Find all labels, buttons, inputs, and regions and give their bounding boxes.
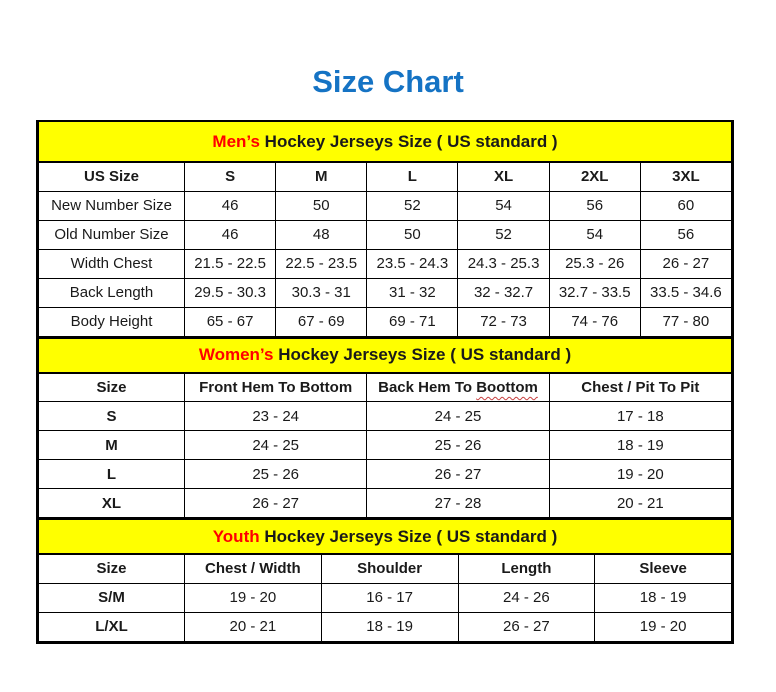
- table-row: [39, 489, 732, 518]
- cell: 56: [549, 191, 640, 220]
- column-header: US Size: [39, 162, 185, 191]
- cell: 18 - 19: [321, 612, 458, 641]
- womens-size-table: [38, 337, 732, 519]
- row-label: Body Height: [39, 307, 185, 336]
- column-header: L: [367, 162, 458, 191]
- table-row: [39, 249, 732, 278]
- cell: 32.7 - 33.5: [549, 278, 640, 307]
- row-label: Back Length: [39, 278, 185, 307]
- cell: 72 - 73: [458, 307, 549, 336]
- cell: 46: [185, 220, 276, 249]
- womens-section-title-highlight: Women’s: [198, 345, 274, 364]
- column-header: Length: [458, 554, 595, 583]
- cell: 19 - 20: [185, 583, 322, 612]
- table-row: [39, 402, 732, 431]
- column-header-text: Back Hem To: [378, 378, 477, 396]
- page-title: Size Chart: [312, 64, 464, 99]
- cell: 69 - 71: [367, 307, 458, 336]
- column-header: XL: [458, 162, 549, 191]
- column-header: Shoulder: [321, 554, 458, 583]
- cell: 46: [185, 191, 276, 220]
- cell: 25 - 26: [367, 431, 549, 460]
- column-header-misspelled: [367, 373, 549, 402]
- column-header: Front Hem To Bottom: [185, 373, 367, 402]
- cell: 26 - 27: [640, 249, 731, 278]
- cell: 48: [276, 220, 367, 249]
- cell: 65 - 67: [185, 307, 276, 336]
- cell: 20 - 21: [549, 489, 731, 518]
- cell: 26 - 27: [185, 489, 367, 518]
- cell: 19 - 20: [595, 612, 732, 641]
- mens-section-title: [39, 122, 732, 162]
- row-label: Old Number Size: [39, 220, 185, 249]
- cell: 54: [458, 191, 549, 220]
- column-header: Chest / Pit To Pit: [549, 373, 731, 402]
- youth-section-title: [39, 519, 732, 554]
- row-label: L/XL: [39, 612, 185, 641]
- spellcheck-underlined-word: Boottom: [476, 378, 538, 396]
- cell: 74 - 76: [549, 307, 640, 336]
- column-header: 2XL: [549, 162, 640, 191]
- cell: 54: [549, 220, 640, 249]
- cell: 18 - 19: [595, 583, 732, 612]
- cell: 60: [640, 191, 731, 220]
- womens-column-header-row: [39, 373, 732, 402]
- cell: 18 - 19: [549, 431, 731, 460]
- youth-size-table: [38, 518, 732, 642]
- cell: 24 - 25: [185, 431, 367, 460]
- row-label: M: [39, 431, 185, 460]
- youth-section-title-highlight: Youth: [212, 526, 260, 546]
- womens-section-header-row: [39, 338, 732, 373]
- cell: 24 - 26: [458, 583, 595, 612]
- cell: 50: [367, 220, 458, 249]
- column-header: Sleeve: [595, 554, 732, 583]
- youth-section-title-rest: Hockey Jerseys Size ( US standard ): [259, 526, 558, 546]
- row-label: New Number Size: [39, 191, 185, 220]
- row-label: L: [39, 460, 185, 489]
- cell: 30.3 - 31: [276, 278, 367, 307]
- mens-section-title-highlight: Men’s: [212, 131, 260, 151]
- mens-section-title-rest: Hockey Jerseys Size ( US standard ): [259, 131, 558, 151]
- table-row: [39, 583, 732, 612]
- size-chart-tables: [36, 120, 734, 644]
- cell: 21.5 - 22.5: [185, 249, 276, 278]
- cell: 50: [276, 191, 367, 220]
- cell: 52: [458, 220, 549, 249]
- cell: 26 - 27: [458, 612, 595, 641]
- cell: 16 - 17: [321, 583, 458, 612]
- table-row: [39, 191, 732, 220]
- youth-section-header-row: [39, 519, 732, 554]
- row-label: S/M: [39, 583, 185, 612]
- cell: 33.5 - 34.6: [640, 278, 731, 307]
- womens-section-title-rest: Hockey Jerseys Size ( US standard ): [273, 345, 572, 364]
- cell: 32 - 32.7: [458, 278, 549, 307]
- cell: 67 - 69: [276, 307, 367, 336]
- cell: 26 - 27: [367, 460, 549, 489]
- cell: 29.5 - 30.3: [185, 278, 276, 307]
- row-label: S: [39, 402, 185, 431]
- mens-section-header-row: [39, 122, 732, 162]
- mens-size-table: [38, 122, 732, 337]
- table-row: [39, 460, 732, 489]
- cell: 77 - 80: [640, 307, 731, 336]
- cell: 27 - 28: [367, 489, 549, 518]
- table-row: [39, 307, 732, 336]
- youth-column-header-row: [39, 554, 732, 583]
- cell: 24.3 - 25.3: [458, 249, 549, 278]
- cell: 23.5 - 24.3: [367, 249, 458, 278]
- cell: 52: [367, 191, 458, 220]
- table-row: [39, 220, 732, 249]
- cell: 25 - 26: [185, 460, 367, 489]
- column-header: Chest / Width: [185, 554, 322, 583]
- column-header: 3XL: [640, 162, 731, 191]
- cell: 20 - 21: [185, 612, 322, 641]
- cell: 23 - 24: [185, 402, 367, 431]
- cell: 25.3 - 26: [549, 249, 640, 278]
- row-label: XL: [39, 489, 185, 518]
- cell: 31 - 32: [367, 278, 458, 307]
- table-row: [39, 278, 732, 307]
- row-label: Width Chest: [39, 249, 185, 278]
- cell: 24 - 25: [367, 402, 549, 431]
- column-header: S: [185, 162, 276, 191]
- cell: 19 - 20: [549, 460, 731, 489]
- column-header: Size: [39, 373, 185, 402]
- cell: 17 - 18: [549, 402, 731, 431]
- womens-section-title: [39, 338, 732, 373]
- table-row: [39, 612, 732, 641]
- cell: 22.5 - 23.5: [276, 249, 367, 278]
- table-row: [39, 431, 732, 460]
- cell: 56: [640, 220, 731, 249]
- column-header: M: [276, 162, 367, 191]
- column-header: Size: [39, 554, 185, 583]
- mens-column-header-row: [39, 162, 732, 191]
